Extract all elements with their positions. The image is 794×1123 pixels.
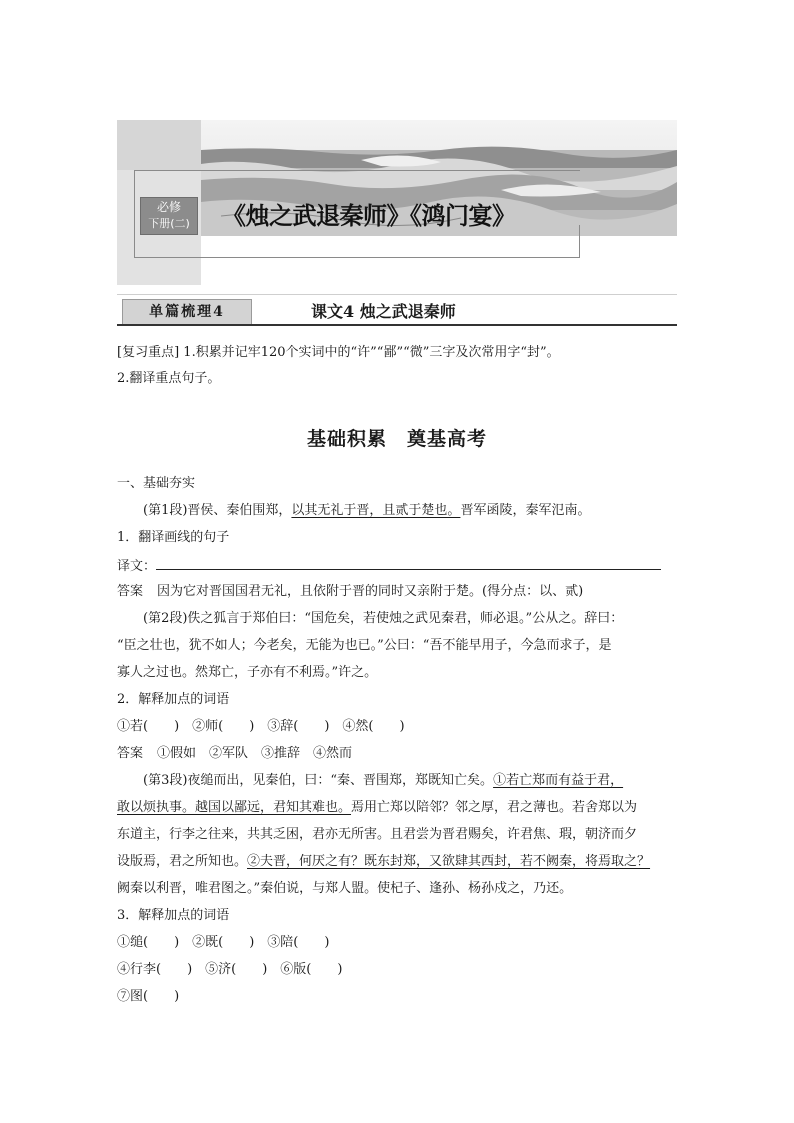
para3-line3: 东道主，行李之往来，共其乏困，君亦无所害。且君尝为晋君赐矣，许君焦、瑕，朝济而夕 <box>117 827 638 842</box>
a2-label: 答案 <box>117 746 144 761</box>
para3-line2 <box>117 798 637 818</box>
para1-text-end: 晋军函陵，秦军氾南。 <box>460 503 591 518</box>
banner-frame-bottom <box>134 257 580 258</box>
para2-line3: 寡人之过也。然郑亡，子亦有不利焉。”许之。 <box>117 665 378 680</box>
q2-items: ①若( ) ②师( ) ③辞( ) ④然( ) <box>117 719 405 734</box>
para3-line4-text: 设版焉，君之所知也。 <box>117 854 248 869</box>
review-line1 <box>117 343 560 363</box>
para3-underline1: ①若亡郑而有益于君， <box>493 773 624 788</box>
review-point2: 2.翻译重点句子。 <box>117 371 221 386</box>
para3-line1 <box>143 771 623 791</box>
para3-underline3: ②夫晋，何厌之有？既东封郑，又欲肆其西封， <box>247 854 521 869</box>
banner-frame-top <box>134 170 580 171</box>
a1-text: 因为它对晋国国君无礼，且依附于晋的同时又亲附于楚。(得分点：以、贰) <box>157 584 584 599</box>
para3-underline2: 敢以烦执事。越国以鄙远，君知其难也。 <box>117 800 352 815</box>
a2-line <box>117 744 352 764</box>
para3-line5: 阙秦以利晋，唯君图之。”秦伯说，与郑人盟。使杞子、逢孙、杨孙戍之，乃还。 <box>117 881 573 896</box>
q2-title: 2．解释加点的词语 <box>117 692 230 707</box>
section-bar-top <box>117 294 677 295</box>
section-heading: 基础积累 奠基高考 <box>306 428 487 450</box>
section-divider <box>117 324 677 326</box>
q1-blank <box>156 555 661 570</box>
banner-frame-right <box>579 225 580 258</box>
q1-title: 1．翻译画线的句子 <box>117 530 230 545</box>
banner-frame-left <box>134 170 135 258</box>
a1-line <box>117 582 583 602</box>
page-title: 《烛之武退秦师》《鸿门宴》 <box>222 202 516 230</box>
para3-underline4: 若不阙秦，将焉取之？ <box>520 854 651 869</box>
review-point1: 1.积累并记牢120个实词中的“许”“鄙”“微”三字及次常用字“封”。 <box>183 345 560 360</box>
q3-row2: ④行李( ) ⑤济( ) ⑥版( ) <box>117 962 343 977</box>
para1-underlined: 以其无礼于晋，且贰于楚也。 <box>291 503 461 518</box>
q3-title: 3．解释加点的词语 <box>117 908 230 923</box>
para2-line2: “臣之壮也，犹不如人；今老矣，无能为也已。”公曰：“吾不能早用子，今急而求子，是 <box>117 638 612 653</box>
banner-left-top <box>117 120 201 170</box>
badge-line2: 下册(二) <box>148 217 190 230</box>
a1-label: 答案 <box>117 584 144 599</box>
para2-line1: (第2段)佚之狐言于郑伯曰：“国危矣，若使烛之武见秦君，师必退。”公从之。辞曰： <box>143 611 624 626</box>
q1-label: 译文： <box>117 559 157 574</box>
review-label: [复习重点] <box>117 345 180 360</box>
q3-row3: ⑦图( ) <box>117 989 180 1004</box>
volume-badge <box>140 197 198 235</box>
para3-line2-text: 焉用亡郑以陪邻？邻之厚，君之薄也。若舍郑以为 <box>351 800 638 815</box>
para3-line1-text: (第3段)夜缒而出，见秦伯，曰：“秦、晋围郑，郑既知亡矣。 <box>143 773 494 788</box>
q3-row1: ①缒( ) ②既( ) ③陪( ) <box>117 935 330 950</box>
section-tab: 单篇梳理4 <box>122 299 252 324</box>
badge-line1: 必修 <box>156 200 181 214</box>
q1-answer-line <box>117 555 661 577</box>
part1-title: 一、基础夯实 <box>117 476 196 491</box>
para1 <box>143 501 590 521</box>
lesson-title: 课文4 烛之武退秦师 <box>311 302 456 321</box>
a2-text: ①假如 ②军队 ③推辞 ④然而 <box>157 746 353 761</box>
para3-line4 <box>117 852 650 872</box>
para1-text: (第1段)晋侯、秦伯围郑， <box>143 503 292 518</box>
